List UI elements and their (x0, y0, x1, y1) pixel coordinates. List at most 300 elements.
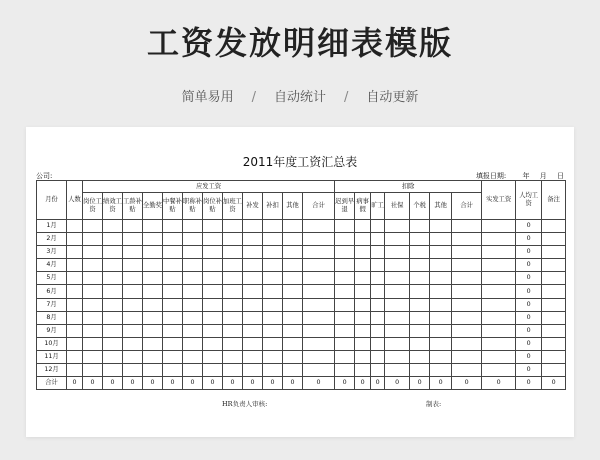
empty-cell (385, 233, 410, 246)
empty-cell (283, 298, 303, 311)
empty-cell (203, 364, 223, 377)
empty-cell (542, 298, 566, 311)
empty-cell (335, 233, 355, 246)
empty-cell (203, 233, 223, 246)
empty-cell (452, 272, 482, 285)
total-cell: 0 (335, 377, 355, 390)
empty-cell (410, 233, 430, 246)
empty-cell (203, 350, 223, 363)
empty-cell (410, 298, 430, 311)
empty-cell (123, 311, 143, 324)
empty-cell (385, 246, 410, 259)
empty-cell (283, 272, 303, 285)
empty-cell (103, 272, 123, 285)
table-row (37, 220, 566, 233)
empty-cell (430, 220, 452, 233)
empty-cell (283, 233, 303, 246)
empty-cell (183, 364, 203, 377)
empty-cell (143, 272, 163, 285)
payable-col-header: 全勤奖 (143, 193, 163, 220)
fill-date-label: 填报日期: (475, 172, 507, 180)
empty-cell (355, 220, 371, 233)
empty-cell (410, 220, 430, 233)
empty-cell (371, 220, 385, 233)
empty-cell (203, 324, 223, 337)
empty-cell (143, 246, 163, 259)
empty-cell (263, 220, 283, 233)
empty-cell (243, 233, 263, 246)
empty-cell (410, 246, 430, 259)
empty-cell (542, 233, 566, 246)
empty-cell (335, 220, 355, 233)
empty-cell (67, 324, 83, 337)
empty-cell (67, 233, 83, 246)
empty-cell (183, 285, 203, 298)
empty-cell (143, 337, 163, 350)
empty-cell (243, 285, 263, 298)
empty-cell (223, 246, 243, 259)
empty-cell (385, 259, 410, 272)
empty-cell (123, 298, 143, 311)
empty-cell (223, 350, 243, 363)
empty-cell (223, 311, 243, 324)
deduct-col-header: 其他 (430, 193, 452, 220)
empty-cell (123, 220, 143, 233)
total-cell: 0 (163, 377, 183, 390)
empty-cell (371, 259, 385, 272)
page-title: 工资发放明细表模版 (146, 24, 453, 62)
empty-cell (385, 350, 410, 363)
empty-cell (143, 220, 163, 233)
total-cell: 0 (482, 377, 516, 390)
empty-cell (67, 246, 83, 259)
empty-cell (123, 324, 143, 337)
empty-cell (263, 272, 283, 285)
empty-cell (103, 324, 123, 337)
salary-summary-table (36, 180, 566, 390)
empty-cell (542, 350, 566, 363)
empty-cell (371, 324, 385, 337)
empty-cell (542, 259, 566, 272)
table-row (37, 337, 566, 350)
empty-cell (303, 246, 335, 259)
empty-cell (482, 337, 516, 350)
group-deduct: 扣除 (335, 181, 482, 193)
empty-cell (385, 364, 410, 377)
empty-cell (263, 298, 283, 311)
empty-cell (355, 285, 371, 298)
month-cell: 5月 (37, 272, 67, 285)
empty-cell (163, 246, 183, 259)
empty-cell (283, 311, 303, 324)
empty-cell (223, 272, 243, 285)
payable-col-header: 岗位工资 (83, 193, 103, 220)
empty-cell (243, 324, 263, 337)
empty-cell (203, 337, 223, 350)
empty-cell (123, 272, 143, 285)
payable-col-header: 加班工资 (223, 193, 243, 220)
empty-cell (542, 220, 566, 233)
date-month: 月 (539, 172, 547, 180)
empty-cell (183, 233, 203, 246)
payable-col-header: 职称补贴 (183, 193, 203, 220)
total-cell: 0 (355, 377, 371, 390)
empty-cell (123, 350, 143, 363)
empty-cell (542, 311, 566, 324)
empty-cell (542, 324, 566, 337)
month-cell: 8月 (37, 311, 67, 324)
empty-cell (243, 311, 263, 324)
empty-cell (482, 259, 516, 272)
empty-cell (410, 337, 430, 350)
empty-cell (83, 285, 103, 298)
avg-salary-cell: 0 (516, 220, 542, 233)
empty-cell (410, 364, 430, 377)
table-row (37, 272, 566, 285)
total-cell: 0 (303, 377, 335, 390)
empty-cell (263, 246, 283, 259)
empty-cell (103, 259, 123, 272)
empty-cell (243, 220, 263, 233)
table-row (37, 259, 566, 272)
deduct-col-header: 社保 (385, 193, 410, 220)
empty-cell (355, 350, 371, 363)
empty-cell (123, 337, 143, 350)
month-cell: 10月 (37, 337, 67, 350)
empty-cell (103, 246, 123, 259)
avg-salary-cell: 0 (516, 233, 542, 246)
empty-cell (385, 285, 410, 298)
empty-cell (143, 285, 163, 298)
empty-cell (123, 364, 143, 377)
deduct-col-header: 迟到早退 (335, 193, 355, 220)
empty-cell (430, 298, 452, 311)
avg-salary-cell: 0 (516, 364, 542, 377)
total-cell: 0 (430, 377, 452, 390)
empty-cell (371, 298, 385, 311)
empty-cell (452, 259, 482, 272)
empty-cell (452, 311, 482, 324)
empty-cell (335, 350, 355, 363)
tag-separator: / (251, 90, 256, 105)
col-note: 备注 (542, 181, 566, 220)
empty-cell (163, 233, 183, 246)
total-label: 合计 (37, 377, 67, 390)
empty-cell (243, 350, 263, 363)
deduct-col-header: 合计 (452, 193, 482, 220)
empty-cell (385, 337, 410, 350)
empty-cell (283, 364, 303, 377)
empty-cell (355, 272, 371, 285)
empty-cell (183, 311, 203, 324)
avg-salary-cell: 0 (516, 350, 542, 363)
avg-salary-cell: 0 (516, 246, 542, 259)
group-payable: 应发工资 (83, 181, 335, 193)
empty-cell (385, 220, 410, 233)
empty-cell (385, 311, 410, 324)
empty-cell (263, 364, 283, 377)
empty-cell (303, 272, 335, 285)
empty-cell (482, 220, 516, 233)
empty-cell (183, 298, 203, 311)
empty-cell (223, 220, 243, 233)
empty-cell (371, 246, 385, 259)
empty-cell (283, 350, 303, 363)
empty-cell (263, 337, 283, 350)
table-row (37, 350, 566, 363)
empty-cell (303, 220, 335, 233)
empty-cell (355, 298, 371, 311)
empty-cell (335, 337, 355, 350)
empty-cell (123, 259, 143, 272)
empty-cell (355, 246, 371, 259)
empty-cell (143, 298, 163, 311)
empty-cell (143, 324, 163, 337)
empty-cell (371, 233, 385, 246)
empty-cell (83, 350, 103, 363)
empty-cell (163, 350, 183, 363)
total-cell: 0 (183, 377, 203, 390)
empty-cell (203, 298, 223, 311)
total-row (37, 377, 566, 390)
total-cell: 0 (123, 377, 143, 390)
empty-cell (243, 246, 263, 259)
empty-cell (542, 337, 566, 350)
empty-cell (103, 350, 123, 363)
tag-auto-stat: 自动统计 (273, 90, 326, 105)
empty-cell (371, 337, 385, 350)
feature-tags (0, 86, 600, 105)
empty-cell (452, 285, 482, 298)
empty-cell (203, 272, 223, 285)
empty-cell (385, 324, 410, 337)
empty-cell (303, 337, 335, 350)
table-row (37, 298, 566, 311)
payable-col-header: 合计 (303, 193, 335, 220)
empty-cell (67, 298, 83, 311)
empty-cell (410, 311, 430, 324)
empty-cell (335, 259, 355, 272)
empty-cell (371, 311, 385, 324)
maker-label: 制表: (426, 400, 442, 408)
empty-cell (203, 246, 223, 259)
empty-cell (303, 364, 335, 377)
empty-cell (83, 311, 103, 324)
avg-salary-cell: 0 (516, 337, 542, 350)
payable-col-header: 工龄补贴 (123, 193, 143, 220)
empty-cell (355, 364, 371, 377)
avg-salary-cell: 0 (516, 272, 542, 285)
empty-cell (335, 364, 355, 377)
total-cell: 0 (67, 377, 83, 390)
empty-cell (223, 233, 243, 246)
empty-cell (335, 285, 355, 298)
table-row (37, 233, 566, 246)
month-cell: 12月 (37, 364, 67, 377)
empty-cell (335, 311, 355, 324)
empty-cell (103, 337, 123, 350)
empty-cell (103, 233, 123, 246)
empty-cell (335, 324, 355, 337)
empty-cell (335, 272, 355, 285)
empty-cell (163, 220, 183, 233)
empty-cell (223, 298, 243, 311)
empty-cell (430, 285, 452, 298)
empty-cell (67, 337, 83, 350)
empty-cell (83, 337, 103, 350)
empty-cell (410, 259, 430, 272)
month-cell: 1月 (37, 220, 67, 233)
empty-cell (223, 364, 243, 377)
empty-cell (430, 246, 452, 259)
empty-cell (303, 350, 335, 363)
avg-salary-cell: 0 (516, 298, 542, 311)
empty-cell (355, 259, 371, 272)
empty-cell (410, 350, 430, 363)
deduct-col-header: 个税 (410, 193, 430, 220)
empty-cell (203, 285, 223, 298)
total-cell: 0 (283, 377, 303, 390)
date-day: 日 (557, 172, 564, 180)
empty-cell (263, 233, 283, 246)
empty-cell (482, 298, 516, 311)
empty-cell (83, 324, 103, 337)
empty-cell (263, 259, 283, 272)
empty-cell (430, 233, 452, 246)
document-title: 2011年度工资汇总表 (242, 155, 358, 169)
table-row (37, 324, 566, 337)
empty-cell (83, 246, 103, 259)
empty-cell (263, 285, 283, 298)
total-cell: 0 (371, 377, 385, 390)
empty-cell (410, 324, 430, 337)
empty-cell (430, 272, 452, 285)
tag-separator: / (344, 90, 349, 105)
empty-cell (163, 324, 183, 337)
col-avg: 人均工资 (516, 181, 542, 220)
empty-cell (385, 272, 410, 285)
empty-cell (83, 272, 103, 285)
empty-cell (355, 337, 371, 350)
empty-cell (482, 285, 516, 298)
empty-cell (452, 350, 482, 363)
table-row (37, 364, 566, 377)
empty-cell (303, 311, 335, 324)
empty-cell (183, 259, 203, 272)
month-cell: 7月 (37, 298, 67, 311)
avg-salary-cell: 0 (516, 311, 542, 324)
empty-cell (67, 220, 83, 233)
empty-cell (430, 324, 452, 337)
empty-cell (203, 311, 223, 324)
empty-cell (482, 233, 516, 246)
empty-cell (263, 311, 283, 324)
tag-auto-update: 自动更新 (366, 90, 419, 105)
empty-cell (263, 324, 283, 337)
empty-cell (143, 364, 163, 377)
empty-cell (371, 350, 385, 363)
empty-cell (452, 364, 482, 377)
empty-cell (385, 298, 410, 311)
total-cell: 0 (143, 377, 163, 390)
month-cell: 3月 (37, 246, 67, 259)
empty-cell (542, 272, 566, 285)
month-cell: 11月 (37, 350, 67, 363)
empty-cell (67, 350, 83, 363)
payable-col-header: 岗位补贴 (203, 193, 223, 220)
empty-cell (123, 246, 143, 259)
total-cell: 0 (410, 377, 430, 390)
month-cell: 9月 (37, 324, 67, 337)
avg-salary-cell: 0 (516, 259, 542, 272)
empty-cell (163, 364, 183, 377)
empty-cell (335, 246, 355, 259)
empty-cell (452, 220, 482, 233)
empty-cell (283, 259, 303, 272)
table-row (37, 246, 566, 259)
total-cell: 0 (452, 377, 482, 390)
total-cell: 0 (103, 377, 123, 390)
empty-cell (283, 324, 303, 337)
empty-cell (243, 364, 263, 377)
empty-cell (371, 285, 385, 298)
company-label: 公司: (36, 172, 53, 180)
empty-cell (163, 298, 183, 311)
empty-cell (355, 311, 371, 324)
empty-cell (183, 272, 203, 285)
empty-cell (223, 285, 243, 298)
empty-cell (452, 233, 482, 246)
total-cell: 0 (263, 377, 283, 390)
empty-cell (163, 259, 183, 272)
payable-col-header: 补发 (243, 193, 263, 220)
empty-cell (482, 246, 516, 259)
empty-cell (103, 285, 123, 298)
payable-col-header: 绩效工资 (103, 193, 123, 220)
empty-cell (183, 337, 203, 350)
deduct-col-header: 旷工 (371, 193, 385, 220)
empty-cell (542, 246, 566, 259)
total-cell: 0 (83, 377, 103, 390)
payable-col-header: 补扣 (263, 193, 283, 220)
total-cell: 0 (243, 377, 263, 390)
empty-cell (303, 298, 335, 311)
empty-cell (355, 233, 371, 246)
empty-cell (123, 285, 143, 298)
empty-cell (223, 337, 243, 350)
empty-cell (243, 272, 263, 285)
payable-col-header: 其他 (283, 193, 303, 220)
empty-cell (67, 311, 83, 324)
empty-cell (203, 259, 223, 272)
empty-cell (103, 220, 123, 233)
empty-cell (430, 259, 452, 272)
empty-cell (371, 364, 385, 377)
table-row (37, 285, 566, 298)
empty-cell (67, 259, 83, 272)
empty-cell (163, 337, 183, 350)
empty-cell (163, 285, 183, 298)
empty-cell (143, 350, 163, 363)
month-cell: 4月 (37, 259, 67, 272)
empty-cell (482, 324, 516, 337)
empty-cell (430, 311, 452, 324)
empty-cell (83, 259, 103, 272)
empty-cell (283, 337, 303, 350)
empty-cell (67, 364, 83, 377)
empty-cell (143, 259, 163, 272)
empty-cell (355, 324, 371, 337)
